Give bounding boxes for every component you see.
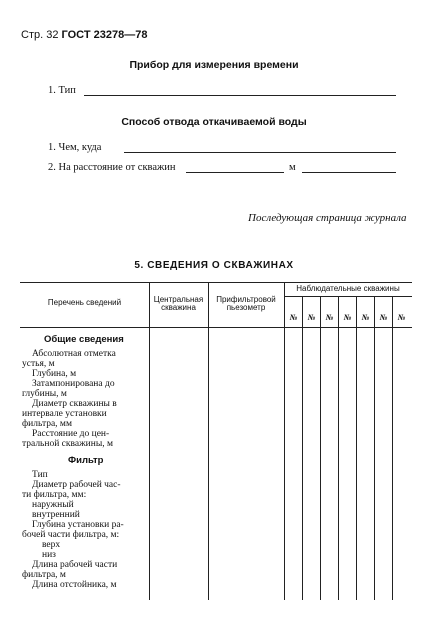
row-diameter-cont: интервале установки <box>22 409 107 419</box>
group-general: Общие сведения <box>44 334 124 345</box>
instrument-title: Прибор для измерения времени <box>129 59 299 71</box>
row-filter-diameter-cont: ти фильтра, мм: <box>22 490 87 500</box>
row-work-length-cont: фильтра, м <box>22 570 66 580</box>
group-filter: Фильтр <box>68 455 104 466</box>
col-header-central <box>149 296 208 313</box>
row-distance-cont: тральной скважины, м <box>22 439 113 449</box>
well-number-sign: № <box>343 312 352 322</box>
well-number-sign: № <box>289 312 298 322</box>
row-inner: внутренний <box>32 510 80 520</box>
distance-line <box>186 172 284 173</box>
well-number-sign: № <box>379 312 388 322</box>
header-bottom-border <box>20 327 412 328</box>
next-page-note: Последующая страница журнала <box>248 212 407 224</box>
row-filter-diameter: Диаметр рабочей час- <box>32 480 121 490</box>
col-divider-8 <box>374 296 375 600</box>
distance-unit-line <box>302 172 396 173</box>
row-abs-mark-cont: устья, м <box>22 359 55 369</box>
col-header-prefilter-line2: пьезометр <box>226 303 266 313</box>
col-header-observe: Наблюдательные скважины <box>296 284 400 293</box>
well-number-sign: № <box>325 312 334 322</box>
what-where-label: 1. Чем, куда <box>48 142 102 153</box>
row-bottom: низ <box>42 550 56 560</box>
col-header-central-line2: скважина <box>161 303 196 313</box>
col-header-list: Перечень сведений <box>47 298 122 307</box>
page-header <box>21 29 147 41</box>
row-sump-length: Длина отстойника, м <box>32 580 117 590</box>
row-diameter-cont2: фильтра, мм <box>22 419 72 429</box>
col-divider-5 <box>320 296 321 600</box>
col-divider-4 <box>302 296 303 600</box>
row-filter-type: Тип <box>32 470 48 480</box>
page-number: Стр. 32 <box>21 29 59 41</box>
col-divider-6 <box>338 296 339 600</box>
row-diameter: Диаметр скважины в <box>32 399 117 409</box>
col-divider-9 <box>392 296 393 600</box>
distance-label: 2. На расстояние от скважин <box>48 162 176 173</box>
col-header-prefilter-line1: Прифильтровой <box>216 295 276 304</box>
row-distance: Расстояние до цен- <box>32 429 110 439</box>
well-number-sign: № <box>361 312 370 322</box>
row-plugged-cont: глубины, м <box>22 389 67 399</box>
row-install-depth: Глубина установки ра- <box>32 520 124 530</box>
what-where-line <box>124 152 396 153</box>
distance-unit: м <box>289 162 296 173</box>
row-install-depth-cont: бочей части фильтра, м: <box>22 530 120 540</box>
standard-code: ГОСТ 23278—78 <box>61 29 148 41</box>
col-header-prefilter <box>208 296 284 313</box>
type-label: 1. Тип <box>48 85 76 96</box>
col-divider-2 <box>208 282 209 600</box>
pumping-title: Способ отвода откачиваемой воды <box>121 116 307 128</box>
row-depth: Глубина, м <box>32 369 77 379</box>
col-divider-1 <box>149 282 150 600</box>
row-outer: наружный <box>32 500 74 510</box>
col-divider-7 <box>356 296 357 600</box>
well-number-sign: № <box>397 312 406 322</box>
col-header-central-line1: Центральная <box>153 295 204 304</box>
row-abs-mark: Абсолютная отметка <box>32 349 116 359</box>
row-plugged: Затампонирована до <box>32 379 115 389</box>
table-top-border <box>20 282 412 283</box>
wells-table <box>20 282 412 600</box>
well-number-sign: № <box>307 312 316 322</box>
row-top: верх <box>42 540 61 550</box>
type-line <box>84 95 396 96</box>
section-title: 5. СВЕДЕНИЯ О СКВАЖИНАХ <box>134 260 294 271</box>
col-divider-3 <box>284 282 285 600</box>
row-work-length: Длина рабочей части <box>32 560 118 570</box>
